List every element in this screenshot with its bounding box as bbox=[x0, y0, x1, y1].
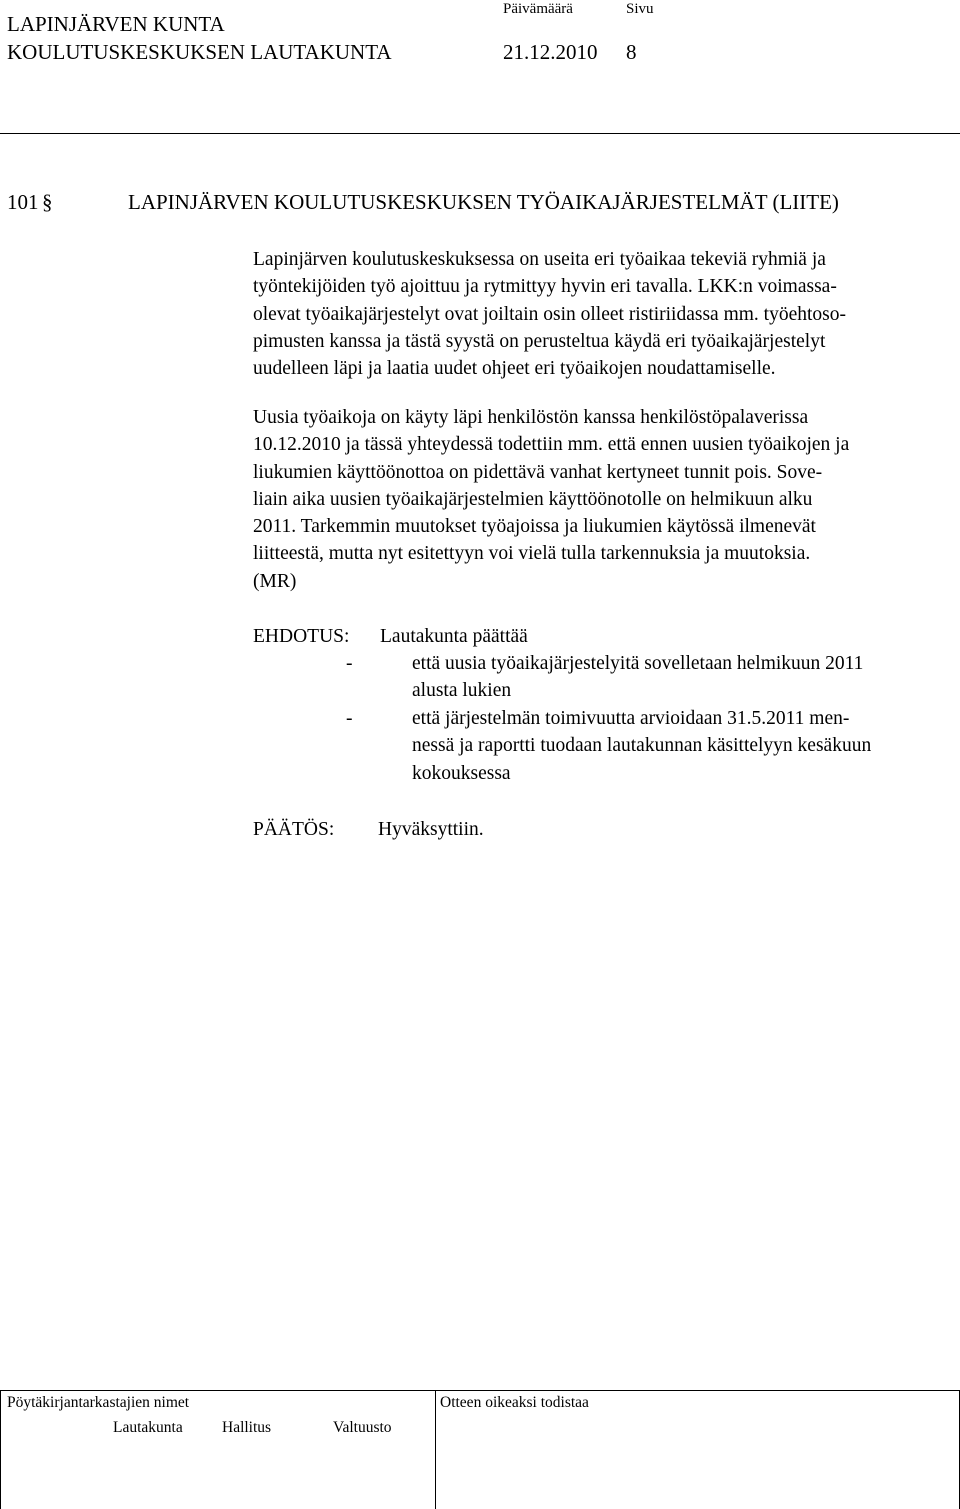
item-line: kokouksessa bbox=[412, 762, 511, 784]
reviewers-label: Pöytäkirjantarkastajien nimet bbox=[7, 1394, 190, 1411]
list-dash: - bbox=[346, 708, 353, 729]
item-line: että uusia työaikajärjestelyitä sovelletaan helmikuun 2011 bbox=[412, 653, 864, 674]
item-line: nessä ja raportti tuodaan lautakunnan käsittelyyn kesäkuun bbox=[412, 735, 872, 757]
section-title: LAPINJÄRVEN KOULUTUSKESKUKSEN TYÖAIKAJÄRJESTELMÄT (LIITE) bbox=[128, 190, 839, 214]
text-line: pimusten kanssa ja tästä syystä on perusteltua käydä eri työaikajärjestelyt bbox=[253, 330, 826, 352]
certified-label: Otteen oikeaksi todistaa bbox=[440, 1394, 589, 1411]
organization-name: LAPINJÄRVEN KUNTA bbox=[7, 12, 225, 36]
proposal-label: EHDOTUS: bbox=[253, 626, 350, 647]
page-number: 8 bbox=[626, 40, 637, 64]
text-line: liain aika uusien työaikajärjestelmien käyttöönotolle on helmikuun alku bbox=[253, 488, 813, 510]
meeting-date: 21.12.2010 bbox=[503, 40, 598, 64]
text-line: uudelleen läpi ja laatia uudet ohjeet eri työaikojen noudattamiselle. bbox=[253, 358, 776, 380]
footer-council: Valtuusto bbox=[333, 1419, 392, 1436]
text-line: 10.12.2010 ja tässä yhteydessä todettiin mm. että ennen uusien työaikojen ja bbox=[253, 434, 850, 456]
decision-label: PÄÄTÖS: bbox=[253, 819, 335, 840]
footer-border-left bbox=[0, 1390, 1, 1509]
section-sign: § bbox=[42, 190, 53, 214]
footer-executive: Hallitus bbox=[222, 1419, 272, 1436]
header-divider bbox=[0, 133, 960, 134]
text-line: 2011. Tarkemmin muutokset työajoissa ja liukumien käytössä ilmenevät bbox=[253, 516, 816, 538]
footer-border-middle bbox=[435, 1390, 436, 1509]
date-label: Päivämäärä bbox=[503, 1, 573, 17]
text-line: Uusia työaikoja on käyty läpi henkilöstön kanssa henkilöstöpalaverissa bbox=[253, 407, 809, 428]
board-name: KOULUTUSKESKUKSEN LAUTAKUNTA bbox=[7, 40, 392, 64]
footer-divider bbox=[0, 1390, 960, 1391]
text-line: olevat työaikajärjestelyt ovat joiltain osin olleet ristiriidassa mm. työehtoso- bbox=[253, 303, 846, 325]
text-line: työntekijöiden työ ajoittuu ja rytmittyy hyvin eri tavalla. LKK:n voimassa- bbox=[253, 276, 837, 298]
text-line: (MR) bbox=[253, 570, 297, 592]
page-label: Sivu bbox=[626, 1, 654, 17]
item-line: alusta lukien bbox=[412, 680, 512, 702]
footer-board: Lautakunta bbox=[113, 1419, 183, 1436]
text-line: Lapinjärven koulutuskeskuksessa on useita eri työaikaa tekeviä ryhmiä ja bbox=[253, 249, 826, 270]
list-dash: - bbox=[346, 653, 353, 674]
paragraph-background bbox=[253, 246, 953, 382]
paragraph-details bbox=[253, 404, 953, 595]
proposal-text: Lautakunta päättää bbox=[380, 626, 528, 647]
text-line: liitteestä, mutta nyt esitettyyn voi vielä tulla tarkennuksia ja muutoksia. bbox=[253, 543, 811, 565]
text-line: liukumien käyttöönottoa on pidettävä vanhat kertyneet tunnit pois. Sove- bbox=[253, 461, 823, 483]
item-line: että järjestelmän toimivuutta arvioidaan 31.5.2011 men- bbox=[412, 708, 850, 729]
decision-text: Hyväksyttiin. bbox=[378, 819, 484, 840]
section-number: 101 bbox=[7, 190, 39, 214]
